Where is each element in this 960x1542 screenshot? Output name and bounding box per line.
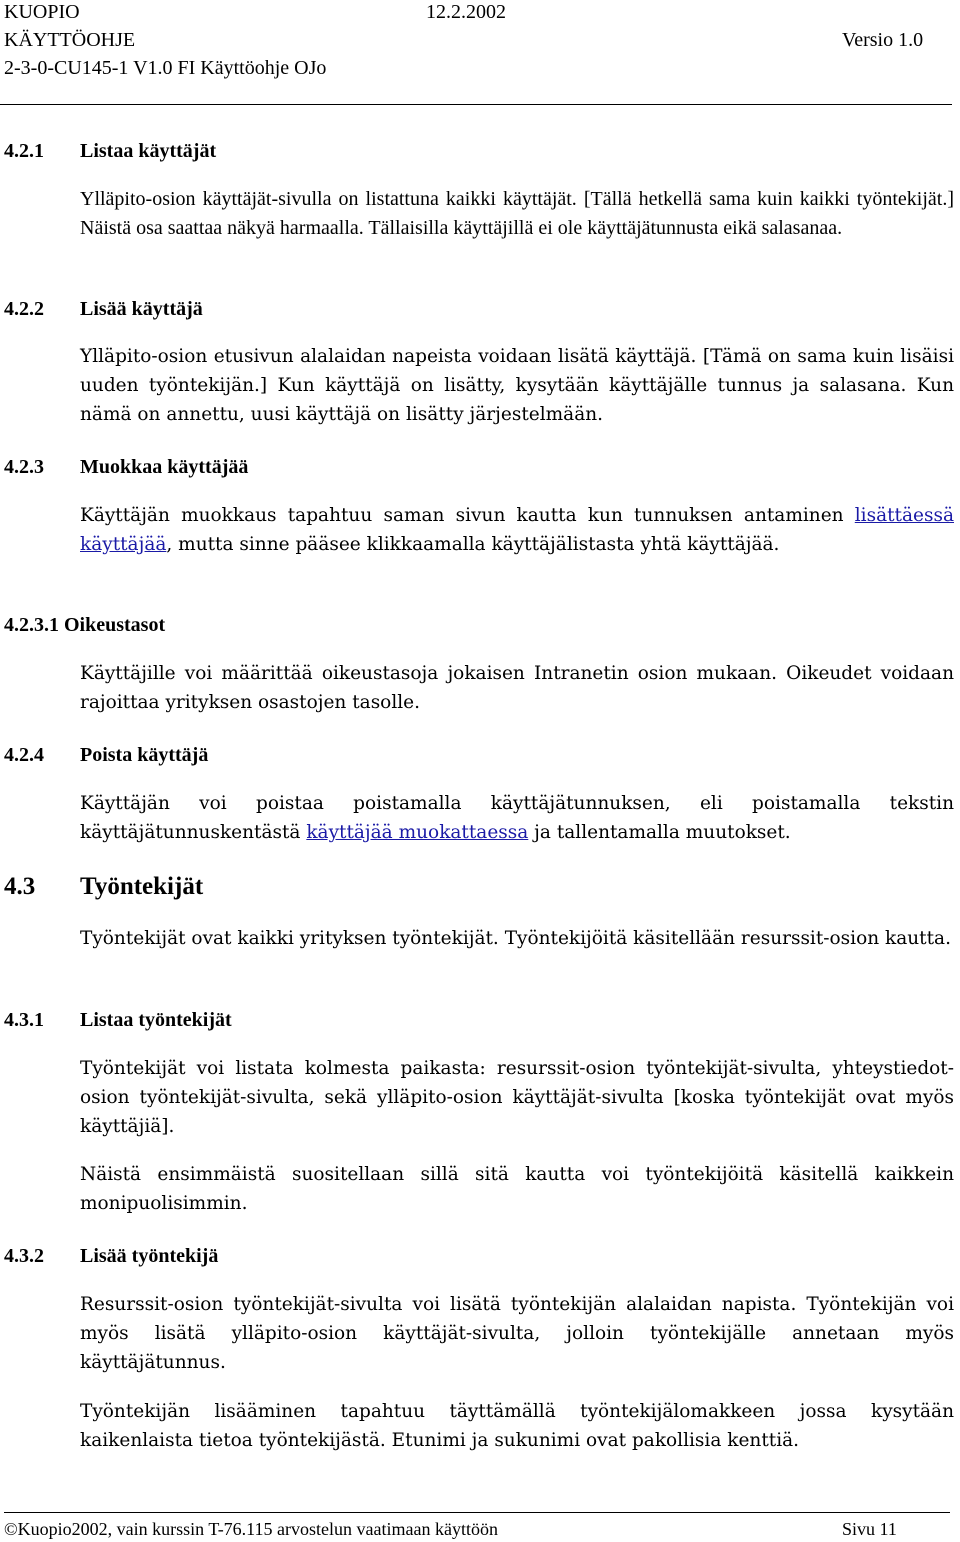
paragraph: Työntekijän lisääminen tapahtuu täyttämällä työntekijälomakkeen jossa kysytään kaikenlaista tietoa työntekijästä. Etunimi ja sukunimi ovat pakollisia kenttiä. [80,1401,954,1451]
link-editing-user[interactable]: käyttäjää muokattaessa [306,822,529,843]
header-doc-type: KÄYTTÖOHJE [4,29,136,51]
header-rule [0,104,952,105]
section-title: Työntekijät [80,873,204,900]
section-title: Listaa työntekijät [80,1009,232,1031]
paragraph: Näistä ensimmäistä suositellaan sillä sitä kautta voi työntekijöitä käsitellä kaikkein monipuolisimmin. [80,1164,954,1214]
link-adding-user[interactable]: lisättäessä käyttäjää [80,505,954,555]
footer-page-number: Sivu 11 [842,1519,897,1539]
header-version: Versio 1.0 [842,29,924,51]
section-heading-4-2-3-1 [4,612,165,638]
header-doc-id: 2-3-0-CU145-1 V1.0 FI Käyttöohje OJo [4,57,327,79]
section-heading-4-3-1 [4,1007,232,1033]
paragraph [80,789,954,847]
paragraph: Resurssit-osion työntekijät-sivulta voi lisätä työntekijän alalaidan napista. Työntekijän voi myös lisätä ylläpito-osion käyttäjät-sivulta, jolloin työntekijälle annetaan myös käyttäjätunnus. [80,1294,954,1373]
section-title: Poista käyttäjä [80,744,209,766]
header-org: KUOPIO [4,1,80,23]
footer-rule [4,1512,950,1513]
section-heading-4-2-2 [4,296,203,322]
header-date: 12.2.2002 [426,1,506,23]
section-title: Lisää työntekijä [80,1245,219,1267]
footer-copyright: ©Kuopio2002, vain kurssin T-76.115 arvostelun vaatimaan käyttöön [4,1519,498,1539]
section-heading-4-2-1 [4,138,216,164]
paragraph: Ylläpito-osion etusivun alalaidan napeista voidaan lisätä käyttäjä. [Tämä on sama kuin lisäisi uuden työntekijän.] Kun käyttäjä on lisätty, kysytään käyttäjälle tunnus ja salasana. Kun nämä on annettu, uusi käyttäjä on lisätty järjestelmään. [80,346,954,425]
paragraph: Työntekijät ovat kaikki yrityksen työntekijät. Työntekijöitä käsitellään resurssit-osion kautta. [80,928,951,949]
section-number: 4.2.3 [4,456,44,478]
paragraph-text: ja tallentamalla muutokset. [528,822,791,843]
section-number: 4.3.1 [4,1009,44,1031]
section-heading-4-3-2 [4,1243,218,1269]
section-number: 4.2.2 [4,298,44,320]
section-title: Listaa käyttäjät [80,140,217,162]
section-number: 4.3.2 [4,1245,44,1267]
paragraph [80,501,954,559]
paragraph: Käyttäjille voi määrittää oikeustasoja jokaisen Intranetin osion mukaan. Oikeudet voidaan rajoittaa yrityksen osastojen tasolle. [80,663,954,713]
paragraph: Ylläpito-osion käyttäjät-sivulla on listattuna kaikki käyttäjät. [Tällä hetkellä sama kuin kaikki työntekijät.] Näistä osa saattaa näkyä harmaalla. Tällaisilla käyttäjillä ei ole käyttäjätunnusta eikä salasanaa. [80,188,954,239]
section-title: Muokkaa käyttäjää [80,456,249,478]
section-heading-4-3 [4,872,203,902]
paragraph: Työntekijät voi listata kolmesta paikasta: resurssit-osion työntekijät-sivulta, yhteystiedot-osion työntekijät-sivulta, sekä ylläpito-osion käyttäjät-sivulta [koska työntekijät ovat myös käyttäjiä]. [80,1058,954,1137]
section-number: 4.2.4 [4,744,44,766]
section-number: 4.2.3.1 [4,614,59,636]
section-title: Lisää käyttäjä [80,298,203,320]
paragraph-text: Käyttäjän voi poistaa poistamalla käyttäjätunnuksen, eli poistamalla tekstin käyttäjätunnuskentästä [80,793,954,843]
section-title: Oikeustasot [64,614,166,636]
paragraph-text: , mutta sinne pääsee klikkaamalla käyttäjälistasta yhtä käyttäjää. [166,534,780,555]
section-heading-4-2-4 [4,742,208,768]
section-number: 4.3 [4,873,36,900]
section-heading-4-2-3 [4,454,248,480]
section-number: 4.2.1 [4,140,44,162]
paragraph-text: Käyttäjän muokkaus tapahtuu saman sivun kautta kun tunnuksen antaminen [80,505,855,526]
